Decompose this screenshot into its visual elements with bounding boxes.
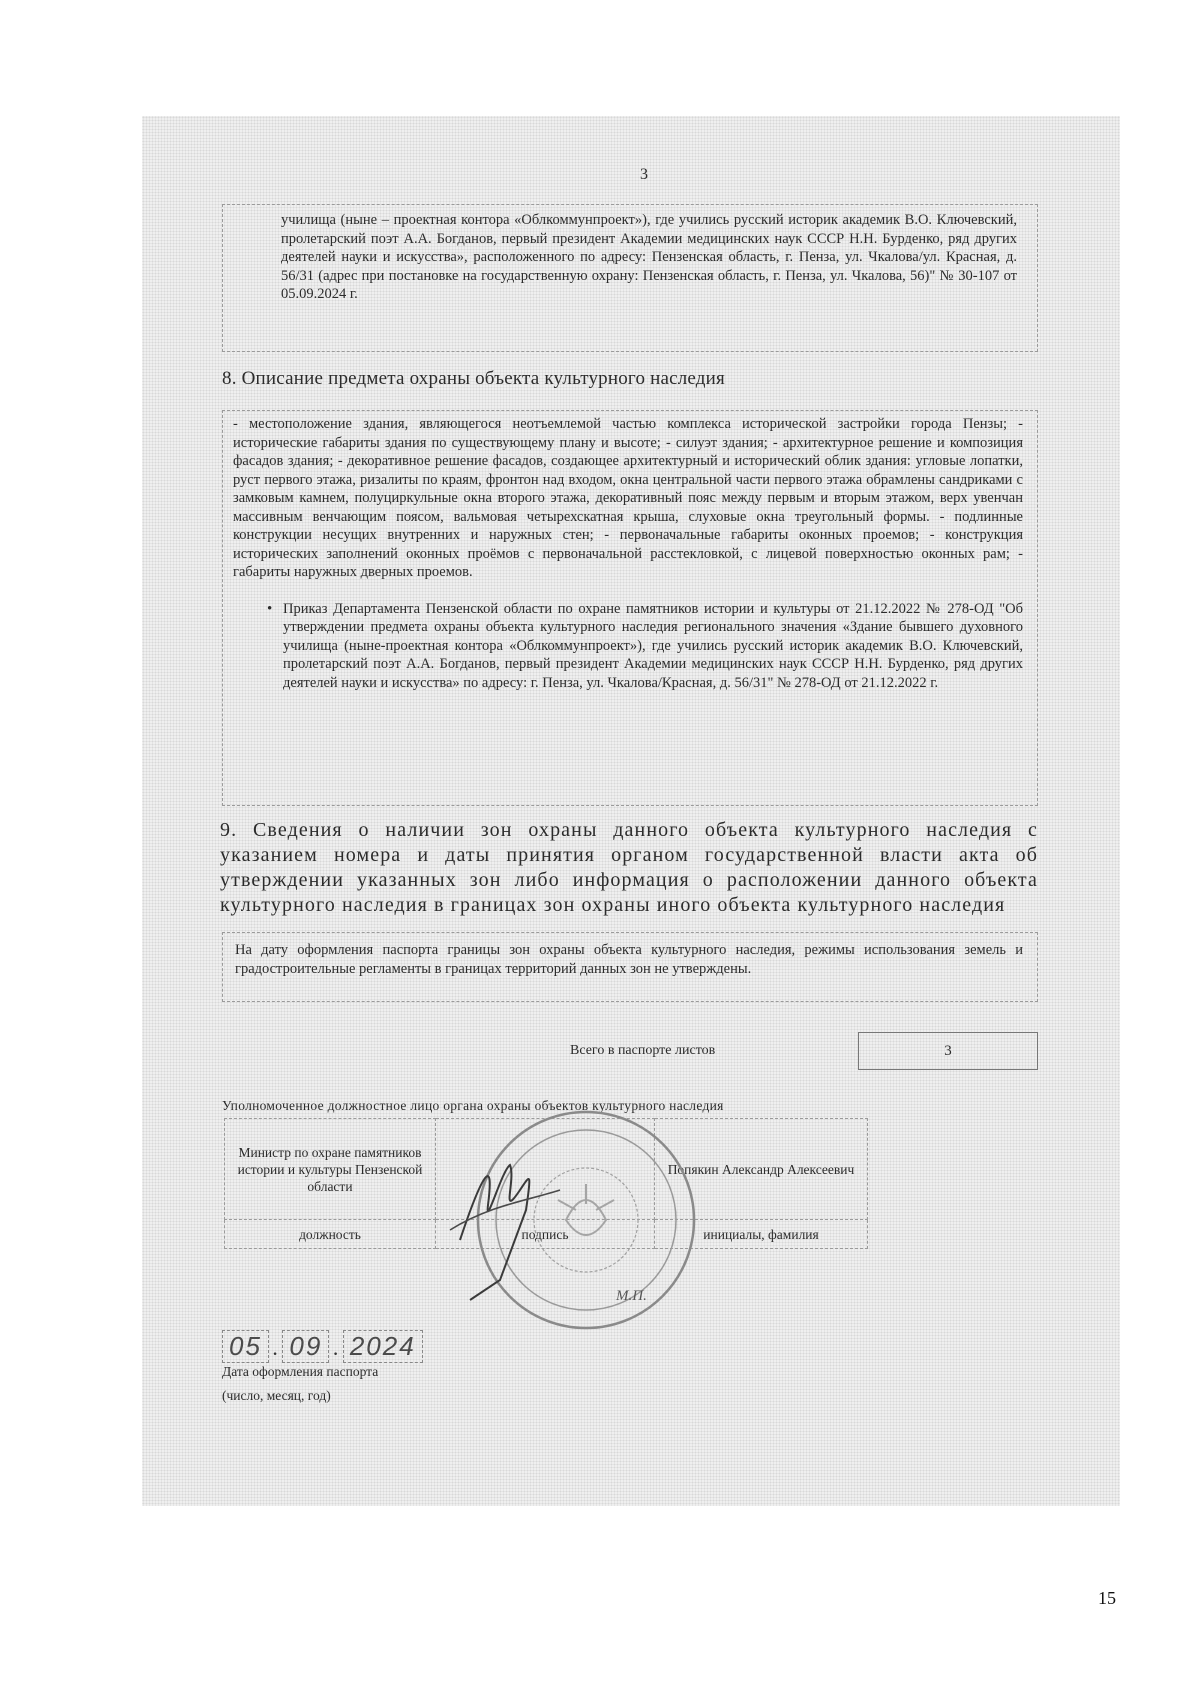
caption-signature: подпись: [436, 1220, 655, 1249]
continued-text-box: [222, 204, 1038, 352]
passport-date: [222, 1330, 427, 1363]
sheets-label: Всего в паспорте листов: [570, 1043, 716, 1058]
section-9-heading: 9. Сведения о наличии зон охраны данного объекта культурного наследия с указанием номера и даты принятия органом государственной власти акта об утверждении указанных зон либо информация о расположении данного объекта культурного наследия в границах зон охраны иного объекта культурного наследия: [220, 819, 1038, 916]
date-label: Дата оформления паспорта: [222, 1364, 379, 1379]
inner-page-number: 3: [640, 166, 648, 183]
official-name: Попякин Александр Алексеевич: [655, 1119, 868, 1220]
handwritten-signature: [440, 1110, 570, 1310]
official-position: Министр по охране памятников истории и культуры Пензенской области: [225, 1119, 436, 1220]
continued-text: училища (ныне – проектная контора «Облкоммунпроект»), где учились русский историк академик В.О. Ключевский, пролетарский поэт А.А. Богданов, первый президент Академии медицинских наук СССР Н.Н. Бурденко, ряд других деятелей науки и искусства», расположенного по адресу: Пензенская область, г. Пенза, ул. Чкалова/ул. Красная, д. 56/31 (адрес при постановке на государственную охрану: Пензенская область, г. Пенза, ул. Чкалова, 56)" № 30-107 от 05.09.2024 г.: [281, 212, 1017, 302]
date-separator: .: [272, 1335, 279, 1360]
section-9-body: На дату оформления паспорта границы зон охраны объекта культурного наследия, режимы использования земель и градостроительные регламенты в границах территорий данных зон не утверждены.: [235, 942, 1023, 977]
date-separator: .: [333, 1335, 339, 1360]
authority-title: Уполномоченное должностное лицо органа охраны объектов культурного наследия: [222, 1098, 724, 1113]
section-8-heading: 8. Описание предмета охраны объекта культурного наследия: [222, 368, 725, 389]
section-8-order: • Приказ Департамента Пензенской области по охране памятников истории и культуры от 21.12.2022 № 278-ОД "Об утверждении предмета охраны объекта культурного наследия регионального значения «Здание бывшего духовного училища (ныне-проектная контора «Облкоммунпроект»), где учились русский историк академик В.О. Ключевский, пролетарский поэт А.А. Богданов, первый президент Академии медицинских наук СССР Н.Н. Бурденко, ряд других деятелей науки и искусства» по адресу: г. Пенза, ул. Чкалова/Красная, д. 56/31" № 278-ОД от 21.12.2022 г.: [233, 600, 1023, 693]
date-year: 2024: [343, 1330, 423, 1363]
mp-mark: М.П.: [616, 1288, 647, 1304]
sheets-count: 3: [858, 1032, 1038, 1070]
section-8-body: - местоположение здания, являющегося неотъемлемой частью комплекса исторической застройки города Пензы; - исторические габариты здания по существующему плану и высоте; - силуэт здания; - архитектурное решение и композиция фасадов здания; - декоративное решение фасадов, создающее архитектурный и исторический облик здания: угловые лопатки, руст первого этажа, ризалиты по краям, фронтон над входом, окна центральной части первого этажа обрамлены сандриками с замковым камнем, полуциркульные окна второго этажа, декоративный пояс между первым и вторым этажом, верх увенчан массивным венчающим поясом, вальмовая четырехскатная крыша, слуховые окна треугольный формы. - подлинные конструкции несущих внутренних и наружных стен; - первоначальные габариты оконных проемов; - конструкция исторических заполнений оконных проёмов с первоначальной расстекловкой, с лицевой поверхностью оконных рам; - габариты наружных дверных проемов.: [233, 416, 1023, 580]
date-hint: (число, месяц, год): [222, 1388, 331, 1403]
footer-page-number: 15: [1098, 1588, 1116, 1608]
section-9-box: [222, 932, 1038, 1002]
date-day: 05: [222, 1330, 269, 1363]
date-month: 09: [282, 1330, 329, 1363]
section-8-box: [222, 410, 1038, 806]
caption-position: должность: [225, 1220, 436, 1249]
caption-name: инициалы, фамилия: [655, 1220, 868, 1249]
